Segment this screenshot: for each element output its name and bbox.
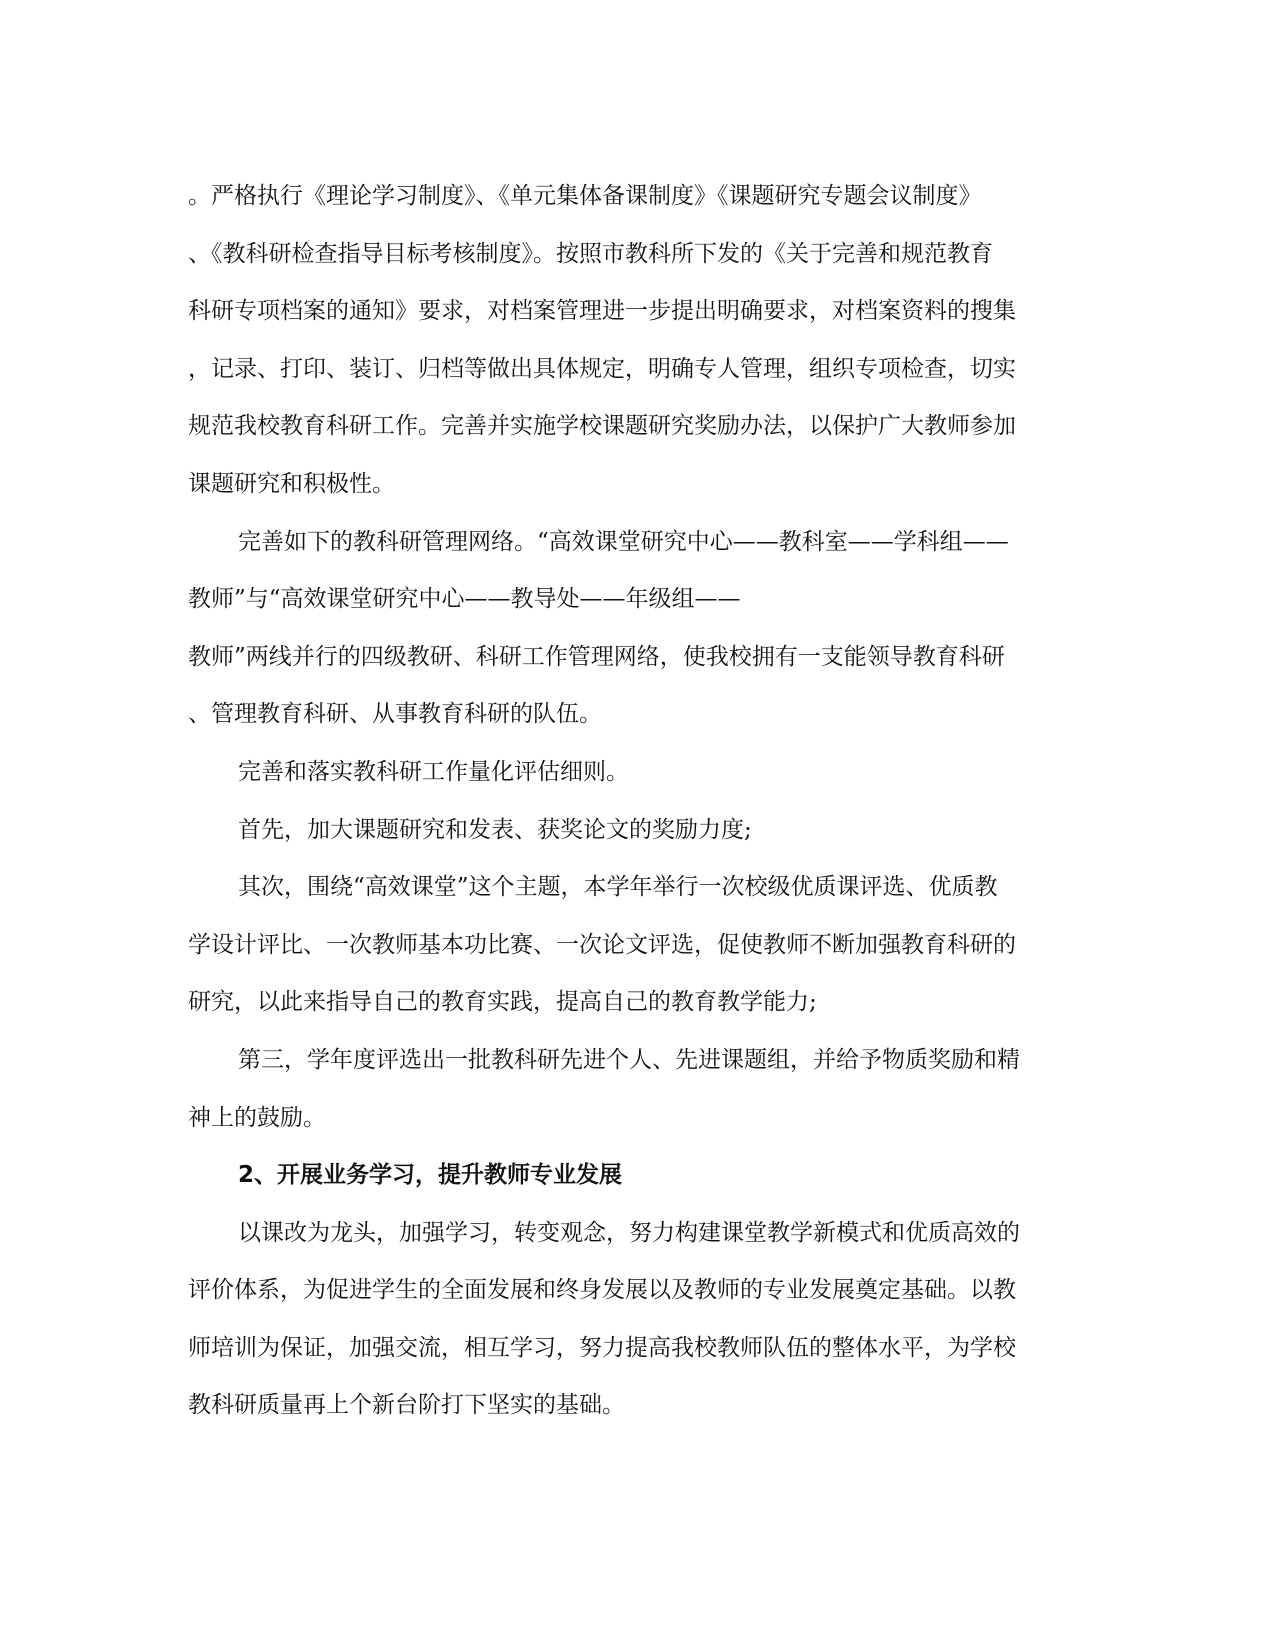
text-line: 研究，以此来指导自己的教育实践，提高自己的教育教学能力; [188, 989, 817, 1016]
text-line: 评价体系，为促进学生的全面发展和终身发展以及教师的专业发展奠定基础。以教 [188, 1277, 1016, 1304]
text-line: 教师”两线并行的四级教研、科研工作管理网络，使我校拥有一支能领导教育科研 [188, 643, 1005, 670]
text-line: 科研专项档案的通知》要求，对档案管理进一步提出明确要求，对档案资料的搜集 [188, 298, 1016, 325]
text-line: 教师”与“高效课堂研究中心——教导处——年级组—— [188, 586, 741, 613]
text-line: 神上的鼓励。 [188, 1104, 326, 1131]
text-line: ，记录、打印、装订、归档等做出具体规定，明确专人管理，组织专项检查，切实 [188, 355, 1016, 382]
text-line: 、《教科研检查指导目标考核制度》。按照市教科所下发的《关于完善和规范教育 [188, 240, 993, 267]
document-body [188, 168, 1088, 1435]
text-line: 教科研质量再上个新台阶打下坚实的基础。 [188, 1392, 625, 1419]
paragraph-first-line: 第三，学年度评选出一批教科研先进个人、先进课题组，并给予物质奖励和精 [238, 1046, 1020, 1073]
paragraph-first-line: 其次，围绕“高效课堂”这个主题，本学年举行一次校级优质课评选、优质教 [238, 874, 998, 901]
section-heading: 2、开展业务学习，提升教师专业发展 [238, 1162, 623, 1189]
paragraph-first-line: 首先，加大课题研究和发表、获奖论文的奖励力度; [238, 816, 752, 843]
paragraph-first-line: 以课改为龙头，加强学习，转变观念，努力构建课堂教学新模式和优质高效的 [238, 1219, 1020, 1246]
text-line: 学设计评比、一次教师基本功比赛、一次论文评选，促使教师不断加强教育科研的 [188, 931, 1016, 958]
text-line: 、管理教育科研、从事教育科研的队伍。 [188, 701, 602, 728]
text-line: 课题研究和积极性。 [188, 470, 395, 497]
paragraph-first-line: 完善如下的教科研管理网络。“高效课堂研究中心——教科室——学科组—— [238, 528, 1009, 555]
paragraph-first-line: 完善和落实教科研工作量化评估细则。 [238, 758, 629, 785]
text-line: 。严格执行《理论学习制度》、《单元集体备课制度》《课题研究专题会议制度》 [188, 183, 982, 209]
text-line: 师培训为保证，加强交流，相互学习，努力提高我校教师队伍的整体水平，为学校 [188, 1334, 1016, 1361]
text-line: 规范我校教育科研工作。完善并实施学校课题研究奖励办法，以保护广大教师参加 [188, 413, 1016, 440]
